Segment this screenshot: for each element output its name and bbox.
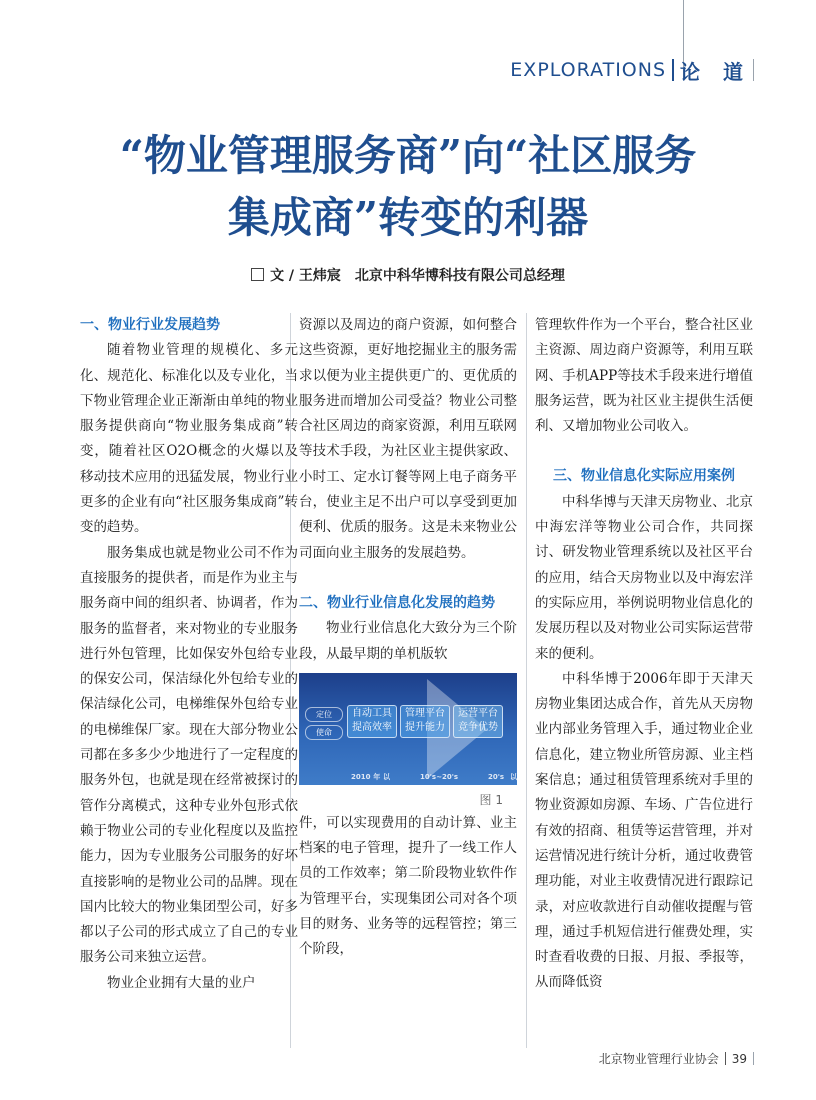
- figure-tag: 使命: [305, 725, 343, 740]
- paragraph: 中科华博与天津天房物业、北京中海宏洋等物业公司合作，共同探讨、研发物业管理系统以及社区平台的应用，结合天房物业以及中海宏洋的实际应用，举例说明物业信息化的发展历程以及对物业公司实际运营带来的便利。: [535, 493, 753, 662]
- figure-stage-boxes: [347, 705, 503, 738]
- page-footer: [599, 1050, 754, 1067]
- paragraph: 管理软件作为一个平台，整合社区业主资源、周边商户资源等，利用互联网、手机APP等技术手段来进行增值服务运营，既为社区业主提供生活便利、又增加物业公司收入。: [535, 317, 753, 435]
- footer-divider: [725, 1052, 726, 1065]
- section-heading-3: 三、物业信息化实际应用案例: [553, 468, 735, 485]
- section-label-en: EXPLORATIONS: [510, 59, 667, 81]
- section-label-cn: 论 道: [680, 59, 751, 84]
- figure-stage-box: 自动工具提高效率: [347, 705, 397, 738]
- section-end-rule: [753, 59, 754, 81]
- page-number: 39: [731, 1051, 747, 1066]
- paragraph: 服务集成也就是物业公司不作为直接服务的提供者，而是作为业主与服务商中间的组织者、协调者，作为服务的监督者，来对物业的专业服务进行外包管理，比如保安外包给专业的保安公司，保洁绿化外包给专业的保洁绿化公司，电梯维保外包给专业的电梯维保厂家。现在大部分物业公司都在多多少少地进行了一定程度的服务外包，也就是现在经常被探讨的管作分离模式，这种专业外包形式依赖于物业公司的专业化程度以及监控能力，因为专业服务公司服务的好坏直接影响的是物业公司的品牌。现在国内比较大的物业集团型公司，好多都以子公司的形式成立了自己的专业服务公司来独立运营。: [80, 544, 298, 966]
- column-rule-2: [526, 313, 527, 1048]
- figure-timeline-label: 10's~20's: [420, 772, 459, 781]
- paragraph: 随着物业管理的规模化、多元化、规范化、标准化以及专业化，当下物业管理企业正渐渐由单纯的物业服务提供商向“物业服务集成商”转变，随着社区O2O概念的火爆以及移动技术应用的迅猛发展，物业行业更多的企业有向“社区服务集成商”转变的趋势。: [80, 342, 298, 536]
- figure-caption: 图 1: [479, 792, 503, 807]
- section-divider: [672, 59, 674, 81]
- column-2: [299, 313, 517, 963]
- figure-tags: [305, 707, 343, 740]
- title-line-2: 集成商”转变的利器: [227, 193, 589, 242]
- footer-publication: 北京物业管理行业协会: [598, 1052, 719, 1066]
- paragraph: 件，可以实现费用的自动计算、业主档案的电子管理，提升了一线工作人员的工作效率；第二阶段物业软件作为管理平台，实现集团公司对各个项目的财务、业务等的远程管控；第三个阶段，: [299, 814, 517, 958]
- section-heading-1: 一、物业行业发展趋势: [80, 317, 220, 333]
- section-heading-2: 二、物业行业信息化发展的趋势: [299, 594, 495, 611]
- figure-1-diagram: [299, 673, 517, 785]
- figure-stage-box: 运营平台竞争优势: [453, 705, 503, 738]
- figure-timeline-label: 2010年以: [351, 772, 391, 781]
- section-header: [510, 56, 754, 84]
- footer-end-rule: [753, 1052, 754, 1065]
- byline-text: 文 / 王炜宸 北京中科华博科技有限公司总经理: [270, 268, 565, 284]
- byline-box-icon: [251, 268, 264, 281]
- figure-timeline: [351, 765, 517, 785]
- column-1: [80, 313, 298, 996]
- title-line-1: “物业管理服务商”向“社区服务: [119, 131, 697, 180]
- figure-stage-box: 管理平台提升能力: [400, 705, 450, 738]
- paragraph: 资源以及周边的商户资源，如何整合这些资源，更好地挖掘业主的服务需求以便为业主提供更广的、更优质的服务进而增加公司受益？物业公司整合社区周边的商家资源，利用互联网等技术手段，为社区业主提供家政、小时工、定水订餐等网上电子商务平台，使业主足不出户可以享受到更加便利、优质的服务。这是未来物业公司面向业主服务的发展趋势。: [299, 317, 517, 561]
- column-3: [535, 313, 753, 996]
- article-title: [0, 125, 816, 249]
- paragraph: 物业行业信息化大致分为三个阶段，从最早期的单机版软: [299, 620, 517, 662]
- paragraph: 中科华博于2006年即于天津天房物业集团达成合作，首先从天房物业内部业务管理入手，通过物业企业信息化，建立物业所管房源、业主档案信息；通过租赁管理系统对手里的物业资源如房源、车场、广告位进行有效的招商、租赁等运营管理，并对运营情况进行统计分析，通过收费管理功能，对业主收费情况进行跟踪记录，对应收款进行自动催收提醒与管理，通过手机短信进行催费处理，实时查看收费的日报、月报、季报等，从而降低资: [535, 670, 753, 991]
- figure-timeline-label: 20's以: [488, 772, 517, 781]
- figure-tag: 定位: [305, 707, 343, 722]
- paragraph: 物业企业拥有大量的业户: [107, 974, 256, 991]
- byline: [0, 265, 816, 285]
